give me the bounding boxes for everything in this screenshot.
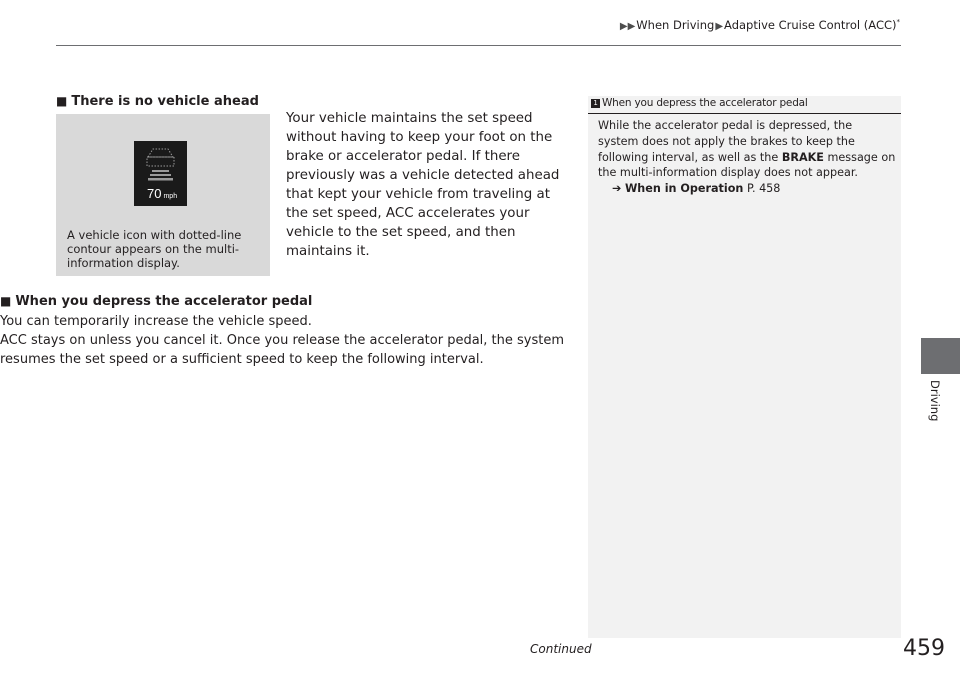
chapter-tab-label-wrap — [928, 380, 942, 440]
chapter-tab[interactable] — [921, 338, 960, 374]
triangle-right-icon: ▶▶ — [619, 21, 636, 32]
section-heading — [56, 94, 259, 109]
reference-label[interactable]: When in Operation — [624, 182, 744, 196]
reference-page[interactable]: P. 458 — [746, 182, 781, 196]
square-bullet-icon: ■ — [0, 294, 12, 308]
speed-readout — [147, 186, 177, 201]
speed-value: 70 — [147, 186, 162, 201]
multi-info-display-figure — [134, 141, 187, 206]
note-body — [598, 118, 896, 197]
section-body: Your vehicle maintains the set speed without having to keep your foot on the brake or accelerator pedal. If there previously was a vehicle detected ahead that kept your vehicle from traveling at the set speed, ACC accelerates your vehicle to the set speed, and then maintains it. — [286, 111, 560, 259]
note-text: message on the multi-information display does not appear. — [598, 150, 896, 180]
continued-label: Continued — [530, 642, 592, 656]
header-rule — [56, 45, 901, 46]
speed-unit: mph — [163, 193, 178, 200]
square-bullet-icon: ■ — [56, 94, 68, 108]
section-heading-text: When you depress the accelerator pedal — [15, 294, 313, 309]
note-number-icon: 1 — [591, 99, 600, 108]
note-title — [591, 97, 808, 109]
option-mark: * — [896, 18, 900, 27]
brake-message-term: BRAKE — [781, 150, 824, 164]
section-body — [0, 312, 585, 369]
triangle-right-icon: ▶ — [715, 21, 724, 32]
breadcrumb-item-current: Adaptive Cruise Control (ACC) — [724, 18, 897, 32]
note-text: While the accelerator pedal is depressed, the system does not apply the brakes to keep the following interval, as well as the — [598, 119, 855, 164]
breadcrumb — [0, 18, 900, 32]
note-title-text: When you depress the accelerator pedal — [602, 97, 808, 109]
cross-reference[interactable] — [598, 181, 896, 197]
breadcrumb-item[interactable]: When Driving — [636, 18, 715, 32]
page-number: 459 — [903, 636, 945, 661]
chapter-tab-label: Driving — [928, 380, 942, 422]
body-paragraph: ACC stays on unless you cancel it. Once you release the accelerator pedal, the system resumes the set speed or a sufficient speed to keep the following interval. — [0, 333, 565, 367]
reference-arrow-icon: ➔ — [612, 182, 622, 196]
section-heading — [0, 294, 312, 309]
body-paragraph: You can temporarily increase the vehicle speed. — [0, 314, 312, 329]
section-heading-text: There is no vehicle ahead — [71, 94, 259, 109]
figure-caption: A vehicle icon with dotted-line contour appears on the multi-information display. — [67, 228, 242, 271]
